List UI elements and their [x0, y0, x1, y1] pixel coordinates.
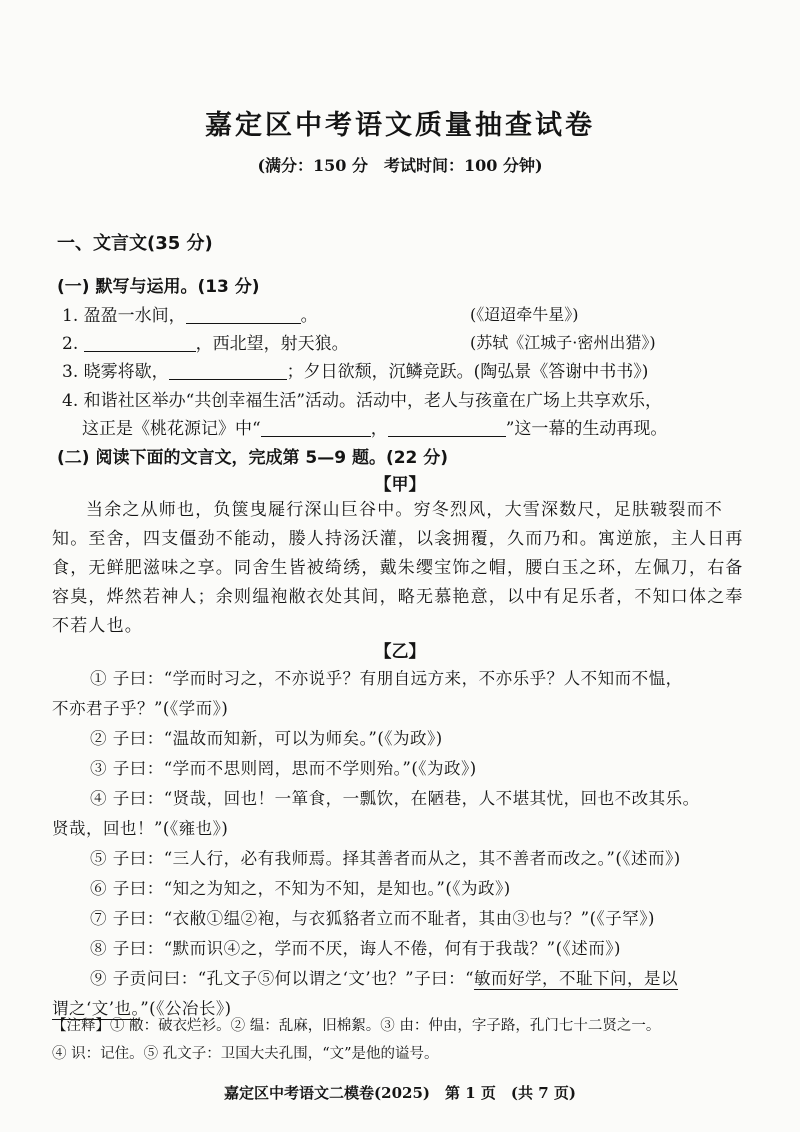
passage-label-yi: 【乙】: [374, 642, 426, 662]
question-2: [62, 329, 349, 354]
annotations: [52, 1012, 752, 1068]
question-text: ，西北望，射天狼。: [195, 334, 349, 354]
question-text: ”这一幕的生动再现。: [505, 419, 668, 439]
item-line: [52, 964, 752, 994]
question-source: (《迢迢牵牛星》): [470, 305, 579, 324]
analects-item-4: [52, 784, 752, 844]
question-text: ；夕日欲颓，沉鳞竞跃。(陶弘景《答谢中书书》): [286, 362, 649, 382]
underlined-sentence: 谓之‘文’也。: [52, 999, 141, 1018]
question-text: 。: [300, 306, 318, 326]
analects-item-2: [52, 724, 752, 754]
question-text: ，: [370, 419, 388, 439]
part1-heading: (一) 默写与运用。(13 分): [57, 277, 260, 297]
question-4: [62, 386, 662, 411]
item-line: ⑦ 子曰：“衣敝①缊②袍，与衣狐貉者立而不耻者，其由③也与？”(《子罕》): [90, 909, 655, 928]
analects-item-7: [52, 904, 752, 934]
item-text: ⑨ 子贡问曰：“孔文子⑤何以谓之‘文’也？”子曰：“: [90, 969, 475, 988]
answer-blank[interactable]: [388, 419, 506, 437]
question-text: 和谐社区举办“共创幸福生活”活动。活动中，老人与孩童在广场上共享欢乐，: [83, 391, 663, 411]
question-text: 这正是《桃花源记》中“: [82, 419, 261, 439]
annotation-line: 【注释】① 敝：破衣烂衫。② 缊：乱麻，旧棉絮。③ 由：仲由，字子路，孔门七十二贤之一。: [52, 1018, 661, 1034]
item-line: 贤哉，回也！”(《雍也》): [52, 819, 229, 838]
answer-blank[interactable]: [169, 362, 287, 380]
answer-blank[interactable]: [84, 334, 196, 352]
item-line: ⑥ 子曰：“知之为知之，不知为不知，是知也。”(《为政》): [90, 879, 511, 898]
underlined-sentence: 敏而好学，不耻下问，是以: [474, 969, 679, 988]
question-1: [62, 301, 318, 326]
answer-blank[interactable]: [261, 419, 371, 437]
item-line: ⑧ 子曰：“默而识④之，学而不厌，诲人不倦，何有于我哉？”(《述而》): [90, 939, 621, 958]
passage-text: 当余之从师也，负箧曳屣行深山巨谷中。穷冬烈风，大雪深数尺，足肤皲裂而不知。至舍，四支僵劲不能动，媵人持汤沃灌，以衾拥覆，久而乃和。寓逆旅，主人日再食，无鲜肥滋味之享。同舍生皆被绮绣，戴朱缨宝饰之帽，腰白玉之环，左佩刀，右备容臭，烨然若神人；余则缊袍敝衣处其间，略无慕艳意，以中有足乐者，不知口体之奉不若人也。: [52, 500, 744, 636]
question-source: (苏轼《江城子·密州出猎》): [470, 333, 656, 352]
question-4-line2: [82, 414, 667, 439]
question-text: 盈盈一水间，: [83, 306, 186, 326]
question-number: 3.: [62, 362, 79, 382]
part2-heading: (二) 阅读下面的文言文，完成第 5—9 题。(22 分): [57, 448, 449, 468]
question-number: 4.: [62, 391, 79, 411]
analects-item-5: [52, 844, 752, 874]
analects-item-3: [52, 754, 752, 784]
section-heading: 一、文言文(35 分): [57, 233, 213, 254]
question-number: 1.: [62, 306, 79, 326]
analects-item-6: [52, 874, 752, 904]
page-footer: 嘉定区中考语文二模卷(2025) 第 1 页 (共 7 页): [224, 1084, 576, 1102]
question-3: [62, 357, 648, 382]
exam-info: (满分：150 分 考试时间：100 分钟): [257, 156, 543, 175]
answer-blank[interactable]: [186, 306, 301, 324]
question-number: 2.: [62, 334, 79, 354]
passage-label-jia: 【甲】: [374, 475, 426, 495]
item-line: 不亦君子乎？”(《学而》): [52, 699, 229, 718]
item-line: ③ 子曰：“学而不思则罔，思而不学则殆。”(《为政》): [90, 759, 477, 778]
analects-item-8: [52, 934, 752, 964]
page-title: 嘉定区中考语文质量抽查试卷: [205, 110, 595, 141]
passage-jia: [52, 496, 752, 641]
item-line: ① 子曰：“学而时习之，不亦说乎？有朋自远方来，不亦乐乎？人不知而不愠，: [90, 669, 683, 688]
annotation-line: ④ 识：记住。⑤ 孔文子：卫国大夫孔围，“文”是他的谥号。: [52, 1046, 439, 1062]
item-text: ”(《公冶长》): [140, 999, 232, 1018]
question-text: 晓雾将歇，: [83, 362, 169, 382]
item-line: ⑤ 子曰：“三人行，必有我师焉。择其善者而从之，其不善者而改之。”(《述而》): [90, 849, 681, 868]
analects-item-1: [52, 664, 752, 724]
item-line: ④ 子曰：“贤哉，回也！一箪食，一瓢饮，在陋巷，人不堪其忧，回也不改其乐。: [90, 789, 700, 808]
item-line: ② 子曰：“温故而知新，可以为师矣。”(《为政》): [90, 729, 443, 748]
